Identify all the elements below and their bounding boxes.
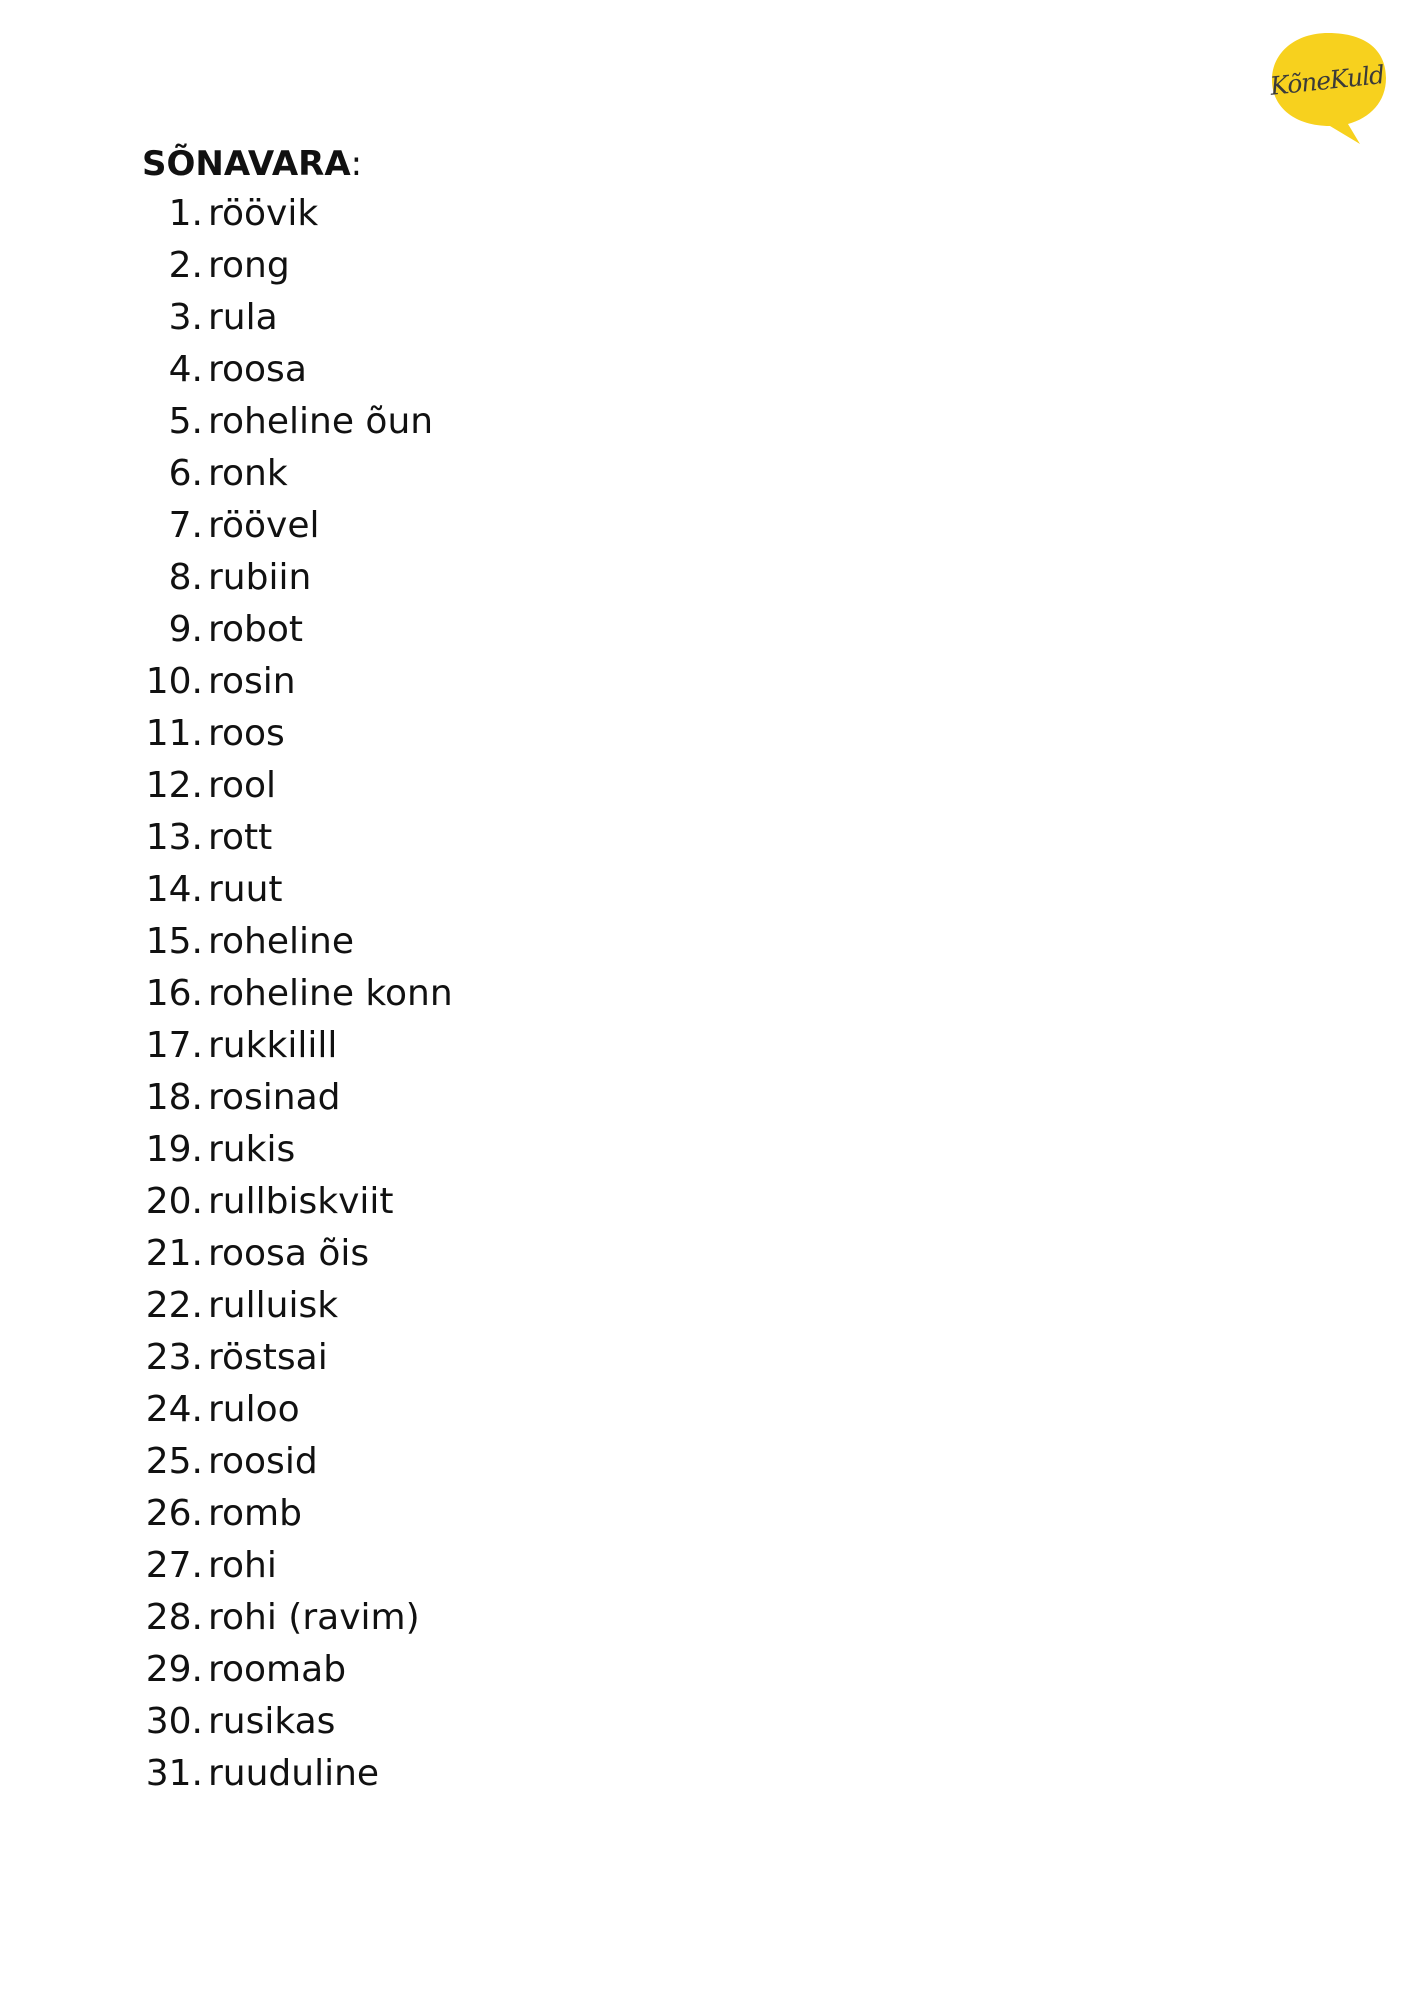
list-item-word: robot <box>208 609 304 650</box>
list-item-number: 14. <box>145 869 203 910</box>
list-item-word: röövel <box>208 505 320 546</box>
list-item-number: 19. <box>145 1129 203 1170</box>
list-item-number: 28. <box>145 1597 203 1638</box>
list-item-number: 30. <box>145 1701 203 1742</box>
list-item-word: rohi (ravim) <box>208 1597 420 1638</box>
list-item-word: roheline õun <box>208 401 434 442</box>
page-title <box>142 140 362 188</box>
list-item-number: 29. <box>145 1649 203 1690</box>
list-item-word: rosin <box>208 661 296 702</box>
list-item-number: 9. <box>168 609 203 650</box>
list-item-word: rohi <box>208 1545 277 1586</box>
list-item-word: röstsai <box>208 1337 328 1378</box>
list-item-number: 27. <box>145 1545 203 1586</box>
list-item-word: rong <box>208 245 290 286</box>
list-item-word: rosinad <box>208 1077 341 1118</box>
list-item-word: roheline konn <box>208 973 453 1014</box>
list-item-word: roomab <box>208 1649 347 1690</box>
list-item-number: 21. <box>145 1233 203 1274</box>
list-item-number: 22. <box>145 1285 203 1326</box>
list-item-word: rubiin <box>208 557 312 598</box>
list-item-word: röövik <box>208 193 319 234</box>
list-item-word: ronk <box>208 453 288 494</box>
list-item-word: ruuduline <box>208 1753 380 1794</box>
list-item-word: romb <box>208 1493 302 1534</box>
list-item-number: 12. <box>145 765 203 806</box>
list-item-word: rukkilill <box>208 1025 338 1066</box>
list-item-number: 26. <box>145 1493 203 1534</box>
list-item-number: 6. <box>168 453 203 494</box>
list-item-word: rusikas <box>208 1701 336 1742</box>
list-item-number: 2. <box>168 245 203 286</box>
list-item-word: roosid <box>208 1441 318 1482</box>
list-item-word: ruut <box>208 869 283 910</box>
list-item-number: 5. <box>168 401 203 442</box>
logo-text: KõneKuld <box>1268 59 1386 101</box>
list-item-number: 31. <box>145 1753 203 1794</box>
list-item-word: rullbiskviit <box>208 1181 394 1222</box>
list-item-number: 13. <box>145 817 203 858</box>
list-item-number: 15. <box>145 921 203 962</box>
list-item-number: 11. <box>145 713 203 754</box>
list-item-word: rulluisk <box>208 1285 339 1326</box>
list-item-word: ruloo <box>208 1389 300 1430</box>
heading-title: SÕNAVARA <box>142 144 351 184</box>
list-item-word: rula <box>208 297 278 338</box>
list-item-number: 8. <box>168 557 203 598</box>
heading-colon: : <box>350 144 363 184</box>
list-item-word: rukis <box>208 1129 296 1170</box>
list-item-number: 17. <box>145 1025 203 1066</box>
list-item-number: 20. <box>145 1181 203 1222</box>
list-item-word: rool <box>208 765 277 806</box>
list-item-number: 25. <box>145 1441 203 1482</box>
list-item-number: 3. <box>168 297 203 338</box>
list-item-number: 24. <box>145 1389 203 1430</box>
list-item-word: roosa õis <box>208 1233 370 1274</box>
list-item-number: 1. <box>168 193 203 234</box>
list-item-word: roos <box>208 713 285 754</box>
list-item-word: roosa <box>208 349 307 390</box>
list-item-number: 18. <box>145 1077 203 1118</box>
list-item-word: roheline <box>208 921 354 962</box>
list-item-word: rott <box>208 817 273 858</box>
list-item-number: 4. <box>168 349 203 390</box>
kone-kuld-logo <box>1268 30 1400 148</box>
list-item-number: 7. <box>168 505 203 546</box>
list-item-number: 16. <box>145 973 203 1014</box>
list-item-number: 10. <box>145 661 203 702</box>
list-item-number: 23. <box>145 1337 203 1378</box>
